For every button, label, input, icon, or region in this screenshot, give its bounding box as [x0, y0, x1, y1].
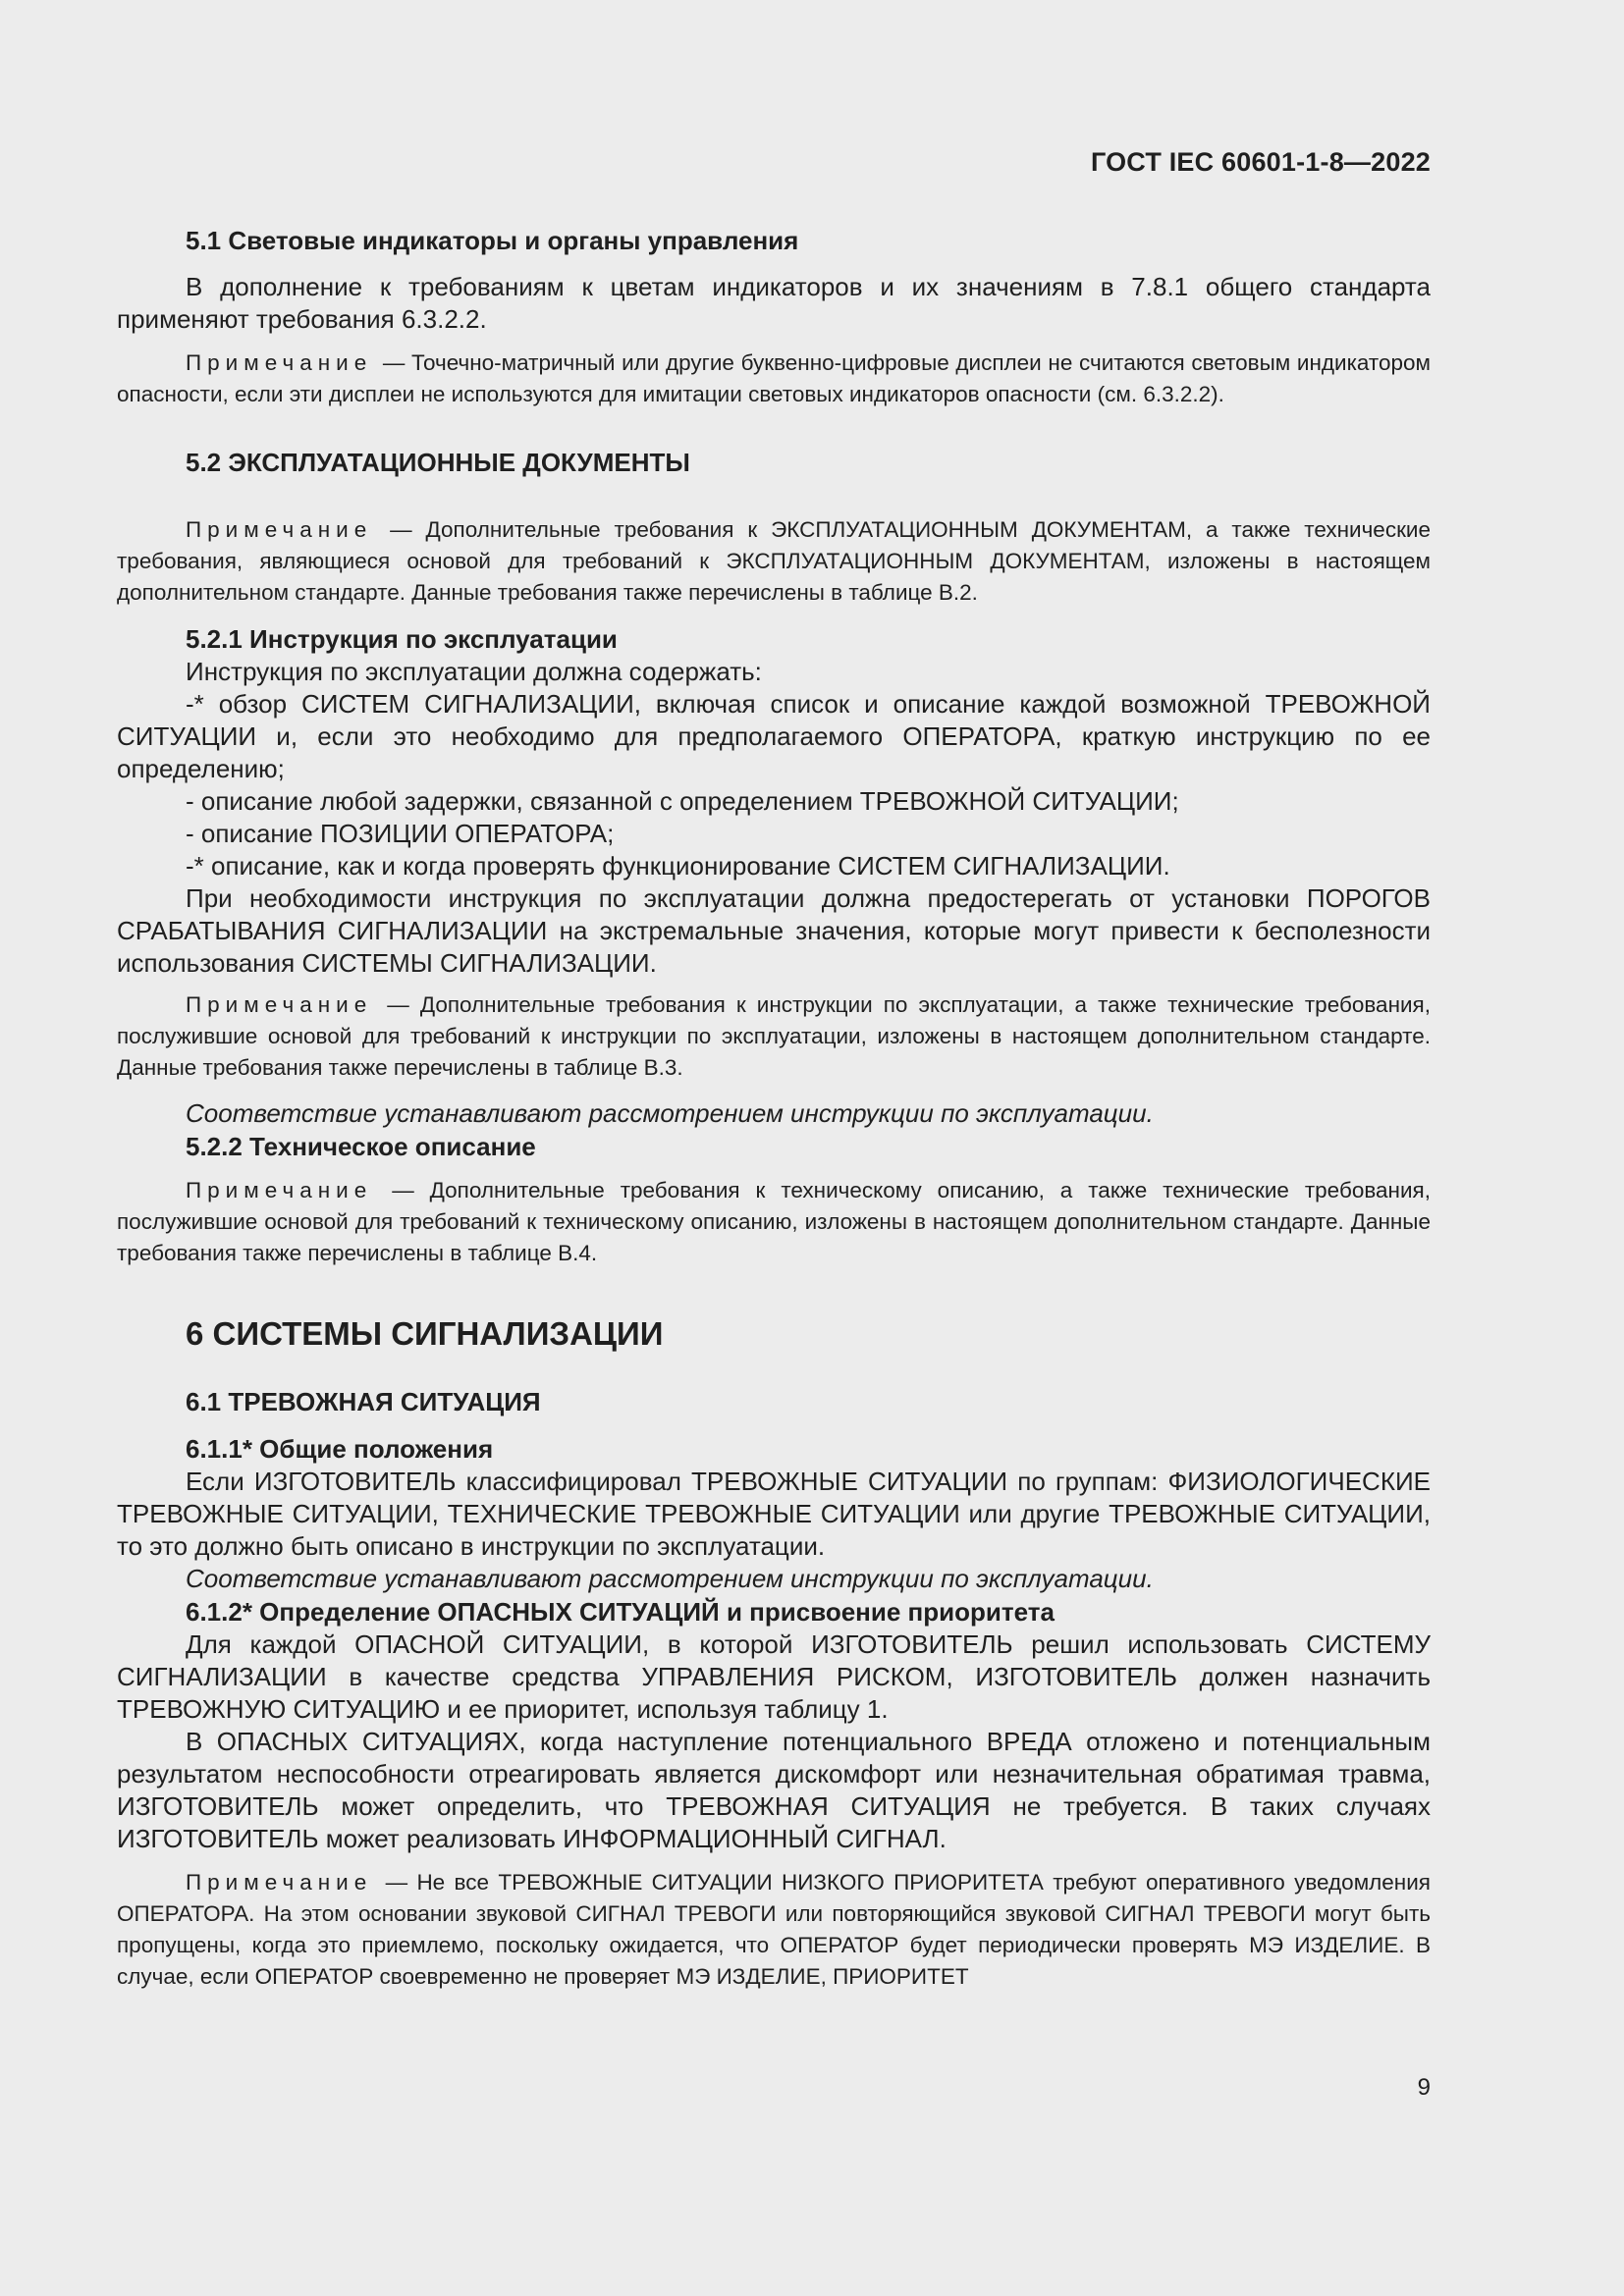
note-dash: —	[376, 1870, 417, 1895]
heading-6-1: 6.1 ТРЕВОЖНАЯ СИТУАЦИЯ	[186, 1387, 541, 1416]
note-dash: —	[376, 517, 426, 542]
heading-5-2-1: 5.2.1 Инструкция по эксплуатации	[186, 624, 618, 654]
note-text: Дополнительные требования к ЭКСПЛУАТАЦИОННЫМ ДОКУМЕНТАМ, а также технические требования, являющиеся основой для требований к ЭКСПЛУАТАЦИОННЫМ ДОКУМЕНТАМ, изложены в настоящем дополнительном стандарте. Данные требования также перечислены в таблице В.2.	[117, 517, 1431, 605]
heading-6-1-2: 6.1.2* Определение ОПАСНЫХ СИТУАЦИЙ и присвоение приоритета	[186, 1597, 1055, 1627]
paragraph-6-1-1: Если ИЗГОТОВИТЕЛЬ классифицировал ТРЕВОЖНЫЕ СИТУАЦИИ по группам: ФИЗИОЛОГИЧЕСКИЕ ТРЕВОЖНЫЕ СИТУАЦИИ, ТЕХНИЧЕСКИЕ ТРЕВОЖНЫЕ СИТУАЦИИ или другие ТРЕВОЖНЫЕ СИТУАЦИИ, то это должно быть описано в инструкции по эксплуатации.	[117, 1467, 1431, 1561]
note-text: Не все ТРЕВОЖНЫЕ СИТУАЦИИ НИЗКОГО ПРИОРИТЕТА требуют оперативного уведомления ОПЕРАТОРА. На этом основании звуковой СИГНАЛ ТРЕВОГИ или повторяющийся звуковой СИГНАЛ ТРЕВОГИ могут быть пропущены, когда это приемлемо, поскольку ожидается, что ОПЕРАТОР будет периодически проверять МЭ ИЗДЕЛИЕ. В случае, если ОПЕРАТОР своевременно не проверяет МЭ ИЗДЕЛИЕ, ПРИОРИТЕТ	[117, 1870, 1431, 1989]
paragraph-6-1-2-a: Для каждой ОПАСНОЙ СИТУАЦИИ, в которой ИЗГОТОВИТЕЛЬ решил использовать СИСТЕМУ СИГНАЛИЗАЦИИ в качестве средства УПРАВЛЕНИЯ РИСКОМ, ИЗГОТОВИТЕЛЬ должен назначить ТРЕВОЖНУЮ СИТУАЦИЮ и ее приоритет, используя таблицу 1.	[117, 1629, 1431, 1724]
note-text: Дополнительные требования к техническому описанию, а также технические требования, послужившие основой для требований к техническому описанию, изложены в настоящем дополнительном стандарте. Данные требования также перечислены в таблице В.4.	[117, 1178, 1431, 1265]
list-item: - описание любой задержки, связанной с определением ТРЕВОЖНОЙ СИТУАЦИИ;	[186, 786, 1179, 816]
heading-6: 6 СИСТЕМЫ СИГНАЛИЗАЦИИ	[186, 1315, 664, 1352]
heading-5-2-2: 5.2.2 Техническое описание	[186, 1132, 536, 1161]
paragraph-5-2-1-warning: При необходимости инструкция по эксплуатации должна предостерегать от установки ПОРОГОВ СРАБАТЫВАНИЯ СИГНАЛИЗАЦИИ на экстремальные значения, которые могут привести к бесполезности использования СИСТЕМЫ СИГНАЛИЗАЦИИ.	[117, 883, 1431, 978]
note-dash: —	[376, 350, 412, 375]
note-5-1	[117, 347, 1431, 410]
paragraph-5-1: В дополнение к требованиям к цветам индикаторов и их значениям в 7.8.1 общего стандарта применяют требования 6.3.2.2.	[117, 272, 1431, 334]
note-5-2	[117, 514, 1431, 609]
compliance-6-1-1: Соответствие устанавливают рассмотрением инструкции по эксплуатации.	[186, 1564, 1154, 1593]
page-number: 9	[1417, 2074, 1431, 2101]
note-label: Примечание	[186, 350, 373, 375]
note-label: Примечание	[186, 992, 373, 1017]
paragraph-5-2-1-intro: Инструкция по эксплуатации должна содержать:	[186, 657, 762, 686]
note-dash: —	[376, 1178, 430, 1202]
compliance-5-2-1: Соответствие устанавливают рассмотрением инструкции по эксплуатации.	[186, 1098, 1154, 1128]
note-text: Точечно-матричный или другие буквенно-цифровые дисплеи не считаются световым индикатором опасности, если эти дисплеи не используются для имитации световых индикаторов опасности (см. 6.3.2.2).	[117, 350, 1431, 406]
standard-designation: ГОСТ IEC 60601-1-8—2022	[1090, 147, 1431, 177]
note-label: Примечание	[186, 1178, 373, 1202]
heading-5-2: 5.2 ЭКСПЛУАТАЦИОННЫЕ ДОКУМЕНТЫ	[186, 448, 690, 477]
note-label: Примечание	[186, 517, 373, 542]
list-item: - описание ПОЗИЦИИ ОПЕРАТОРА;	[186, 819, 615, 848]
paragraph-6-1-2-b: В ОПАСНЫХ СИТУАЦИЯХ, когда наступление потенциального ВРЕДА отложено и потенциальным результатом неспособности отреагировать является дискомфорт или незначительная обратимая травма, ИЗГОТОВИТЕЛЬ может определить, что ТРЕВОЖНАЯ СИТУАЦИЯ не требуется. В таких случаях ИЗГОТОВИТЕЛЬ может реализовать ИНФОРМАЦИОННЫЙ СИГНАЛ.	[117, 1727, 1431, 1853]
note-6-1-2	[117, 1867, 1431, 1993]
list-item: -* обзор СИСТЕМ СИГНАЛИЗАЦИИ, включая список и описание каждой возможной ТРЕВОЖНОЙ СИТУАЦИИ и, если это необходимо для предполагаемого ОПЕРАТОРА, краткую инструкцию по ее определению;	[117, 689, 1431, 783]
note-dash: —	[376, 992, 420, 1017]
page-content	[117, 224, 1431, 1993]
heading-6-1-1: 6.1.1* Общие положения	[186, 1434, 494, 1464]
note-5-2-1	[117, 989, 1431, 1084]
note-label: Примечание	[186, 1870, 373, 1895]
note-5-2-2	[117, 1175, 1431, 1269]
heading-5-1: 5.1 Световые индикаторы и органы управления	[186, 226, 799, 255]
note-text: Дополнительные требования к инструкции по эксплуатации, а также технические требования, послужившие основой для требований к инструкции по эксплуатации, изложены в настоящем дополнительном стандарте. Данные требования также перечислены в таблице В.3.	[117, 992, 1431, 1080]
list-item: -* описание, как и когда проверять функционирование СИСТЕМ СИГНАЛИЗАЦИИ.	[186, 851, 1170, 881]
